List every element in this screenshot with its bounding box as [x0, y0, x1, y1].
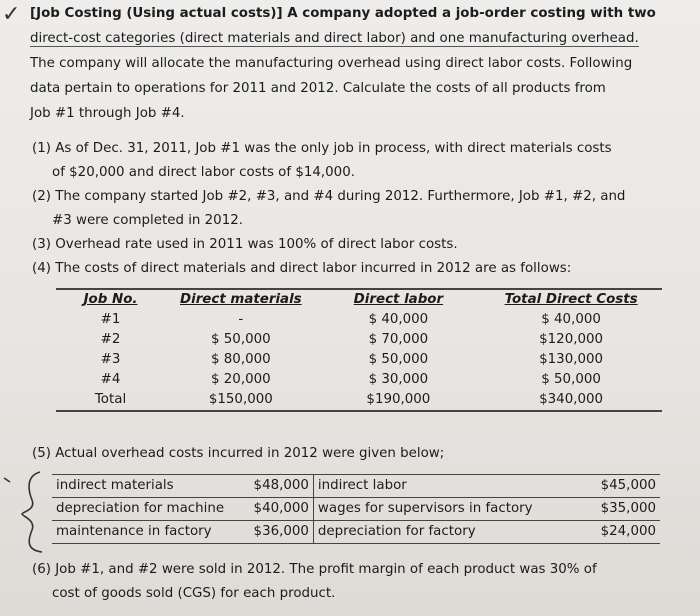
cell: $130,000 [539, 352, 604, 367]
cell: - [238, 312, 244, 327]
item-6-line-2: cost of goods sold (CGS) for each product. [52, 586, 336, 601]
cell: wages for supervisors in factory [313, 498, 568, 521]
col-total-direct-costs: Total Direct Costs [504, 292, 638, 307]
cell: $190,000 [366, 392, 431, 407]
cell: $35,000 [600, 501, 656, 516]
table-total-row [56, 390, 662, 411]
cell: #2 [100, 332, 121, 347]
cell: $ 50,000 [541, 372, 601, 387]
cell: $ 30,000 [368, 372, 429, 387]
intro-line-5: Job #1 through Job #4. [30, 106, 185, 121]
table-header-row [56, 289, 662, 310]
table-row [52, 475, 660, 498]
cell: $48,000 [253, 478, 309, 493]
cell: $150,000 [208, 392, 273, 407]
cell: $24,000 [600, 524, 656, 539]
overhead-costs-table [52, 474, 660, 544]
cell: $ 20,000 [211, 372, 271, 387]
col-job-no: Job No. [83, 292, 138, 307]
cell: $ 50,000 [368, 352, 429, 367]
item-1-line-2: of $20,000 and direct labor costs of $14,000. [52, 165, 355, 180]
cell: $ 70,000 [368, 332, 429, 347]
checkmark-icon: ✓ [2, 2, 21, 27]
col-direct-materials: Direct materials [180, 292, 302, 307]
cell: #3 [100, 352, 121, 367]
item-5: (5) Actual overhead costs incurred in 2012 were given below; [32, 446, 445, 461]
cell: indirect labor [313, 475, 568, 498]
table-row [52, 521, 660, 544]
intro-line-2: direct-cost categories (direct materials and direct labor) and one manufacturing overhead. [30, 31, 639, 46]
table-row [56, 330, 662, 350]
brace-annotation-icon [2, 470, 46, 554]
table-row [56, 370, 662, 390]
table-row [52, 498, 660, 521]
cell: $120,000 [539, 332, 604, 347]
item-6-line-1: (6) Job #1, and #2 were sold in 2012. The profit margin of each product was 30% of [32, 562, 597, 577]
cell: $45,000 [600, 478, 656, 493]
cell: #1 [100, 312, 121, 327]
item-2-line-2: #3 were completed in 2012. [52, 213, 243, 228]
cell: $36,000 [253, 524, 309, 539]
cell: $ 50,000 [211, 332, 271, 347]
intro-line-1: [Job Costing (Using actual costs)] A company adopted a job-order costing with two [30, 6, 656, 21]
intro-line-4: data pertain to operations for 2011 and 2012. Calculate the costs of all products from [30, 81, 606, 96]
cell: $40,000 [253, 501, 309, 516]
item-1-line-1: (1) As of Dec. 31, 2011, Job #1 was the only job in process, with direct materials costs [32, 141, 612, 156]
item-4: (4) The costs of direct materials and direct labor incurred in 2012 are as follows: [32, 261, 572, 276]
cell: depreciation for machine [56, 501, 225, 516]
cell: indirect materials [56, 478, 174, 493]
col-direct-labor: Direct labor [353, 292, 444, 307]
item-2-line-1: (2) The company started Job #2, #3, and #4 during 2012. Furthermore, Job #1, #2, and [32, 189, 626, 204]
cell: depreciation for factory [313, 521, 568, 544]
cell: $340,000 [539, 392, 604, 407]
cell: $ 40,000 [541, 312, 601, 327]
cell: $ 40,000 [368, 312, 429, 327]
table-row [56, 350, 662, 370]
item-3: (3) Overhead rate used in 2011 was 100% of direct labor costs. [32, 237, 458, 252]
cell: $ 80,000 [211, 352, 271, 367]
cell: Total [94, 392, 127, 407]
cell: #4 [100, 372, 121, 387]
direct-costs-table [56, 288, 662, 412]
cell: maintenance in factory [56, 524, 212, 539]
table-row [56, 310, 662, 330]
intro-line-3: The company will allocate the manufacturing overhead using direct labor costs. Following [30, 56, 633, 71]
